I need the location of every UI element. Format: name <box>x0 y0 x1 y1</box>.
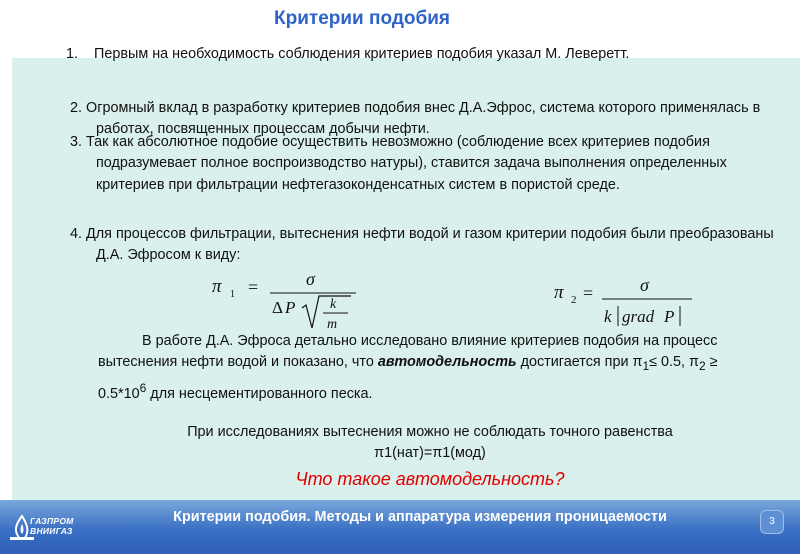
item-1-number: 1. <box>66 46 79 62</box>
item-2-text: Огромный вклад в разработку критериев подобия внес Д.А.Эфрос, система которого применялась в работах, посвященных процессам добычи нефти. <box>86 100 761 138</box>
list-item-4 <box>70 224 786 267</box>
item-1-text: Первым на необходимость соблюдения критериев подобия указал М. Леверетт. <box>94 46 630 62</box>
pi1-numerator-sigma: σ <box>306 269 315 289</box>
pi1-subscript: 1 <box>230 289 235 300</box>
conclusion-part3: ≤ 0.5, π <box>649 354 699 371</box>
pi2-equals: = <box>583 283 594 303</box>
pi2-grad: grad <box>622 307 655 326</box>
conclusion-sub1: 1 <box>642 359 650 374</box>
conclusion-paragraph <box>98 331 768 405</box>
pi2-k: k <box>604 307 612 326</box>
item-3-text: Так как абсолютное подобие осуществить невозможно (соблюдение всех критериев подобия подразумевает полное воспроизводство натуры), ставится задача выполнения определенных критериев при фильтрации нефтегазоконденсатных систем в пористой среде. <box>86 134 727 193</box>
note-line-2: π1(нат)=π1(мод) <box>374 445 486 461</box>
pi1-equals: = <box>248 277 259 297</box>
formula-pi2 <box>552 270 702 330</box>
formula-pi1 <box>206 268 366 334</box>
automodelity-term: автомодельность <box>377 354 517 371</box>
pi2-subscript: 2 <box>571 294 577 306</box>
slide-title: Критерии подобия <box>274 8 451 29</box>
conclusion-part2: достигается при π <box>516 354 643 371</box>
item-4-text: Для процессов фильтрации, вытеснения нефти водой и газом критерии подобия были преобразованы Д.А. Эфросом к виду: <box>86 226 774 264</box>
pi1-k: k <box>330 297 337 312</box>
conclusion-part4: ≥ 0.5*10 <box>98 354 718 402</box>
item-4-number: 4. <box>70 226 83 242</box>
conclusion-part5: для несцементированного песка. <box>146 385 373 402</box>
question-text: Что такое автомодельность? <box>295 469 565 489</box>
conclusion-sub2: 2 <box>698 359 706 374</box>
logo-line-2: ВНИИГАЗ <box>30 526 73 536</box>
note-line-1: При исследованиях вытеснения можно не соблюдать точного равенства <box>187 424 673 440</box>
pi1-m: m <box>327 317 338 332</box>
page-number-badge: 3 <box>760 510 784 534</box>
conclusion-sup: 6 <box>139 380 147 395</box>
item-2-number: 2. <box>70 100 83 116</box>
pi1-symbol: π <box>212 276 222 297</box>
list-item-3 <box>70 132 786 196</box>
footer-title: Критерии подобия. Методы и аппаратура измерения проницаемости <box>173 509 667 525</box>
pi2-P: P <box>664 307 675 326</box>
conclusion-part1: В работе Д.А. Эфроса детально исследовано влияние критериев подобия на процесс вытеснения нефти водой и показано, что <box>98 333 718 371</box>
pi1-delta: Δ <box>272 298 283 317</box>
logo-text <box>30 516 74 536</box>
pi2-numerator-sigma: σ <box>640 275 649 295</box>
logo-line-1: ГАЗПРОМ <box>30 516 74 526</box>
item-3-number: 3. <box>70 134 83 150</box>
pi1-P: P <box>285 298 296 317</box>
pi2-symbol: π <box>554 282 564 303</box>
